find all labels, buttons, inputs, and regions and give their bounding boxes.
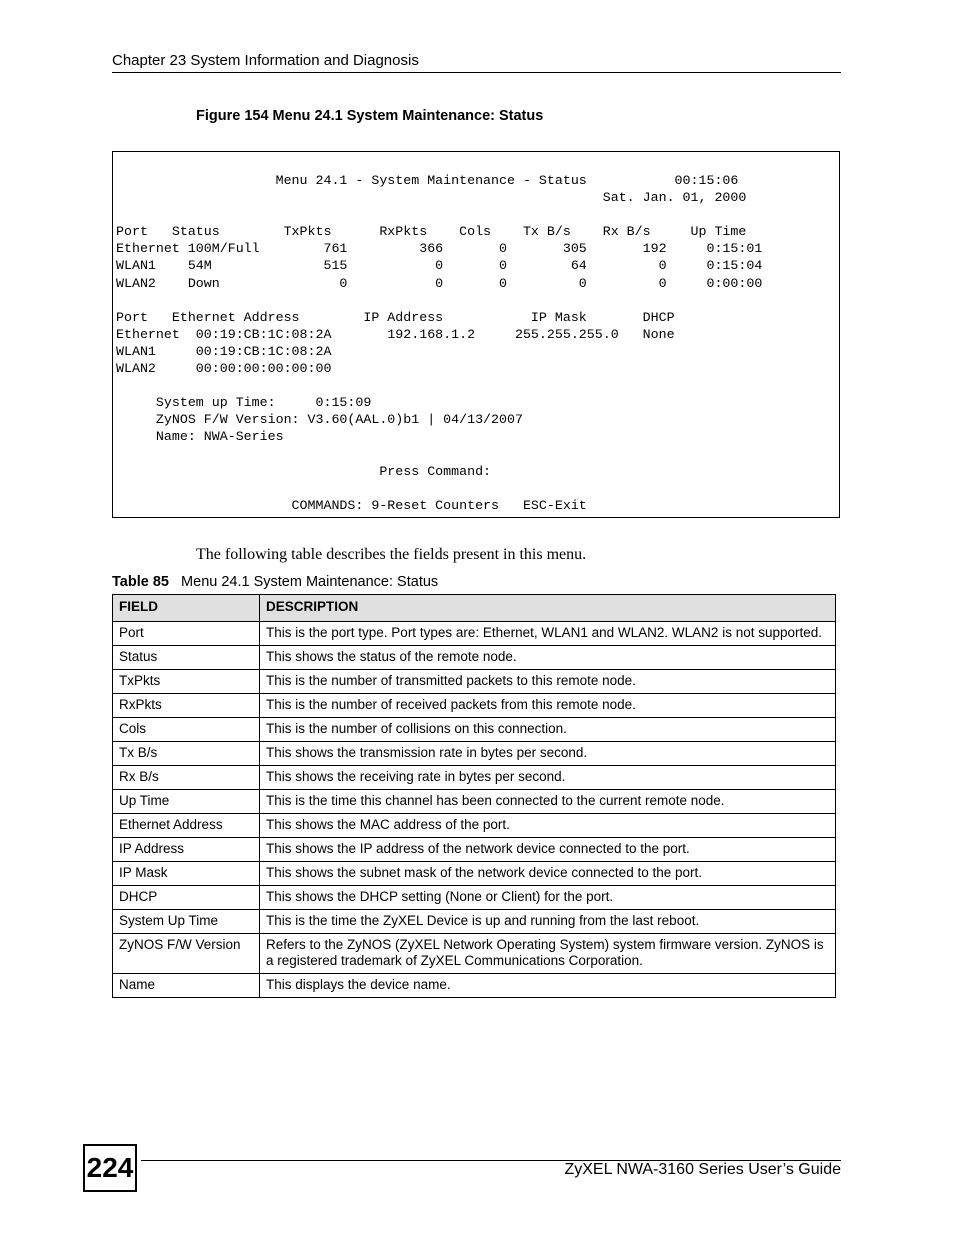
terminal-line: COMMANDS: 9-Reset Counters ESC-Exit [116,497,587,513]
description-cell: This shows the transmission rate in bytes per second. [260,742,836,766]
table-caption-text: Menu 24.1 System Maintenance: Status [181,574,439,590]
table-row [113,934,836,974]
description-column-header: DESCRIPTION [260,595,836,622]
chapter-header: Chapter 23 System Information and Diagnosis [112,52,419,69]
intro-paragraph: The following table describes the fields present in this menu. [196,546,587,563]
table-row [113,862,836,886]
description-cell: This is the time the ZyXEL Device is up and running from the last reboot. [260,910,836,934]
description-cell: This shows the receiving rate in bytes per second. [260,766,836,790]
table-row [113,766,836,790]
description-cell: This is the number of received packets from this remote node. [260,694,836,718]
table-row [113,694,836,718]
terminal-line: WLAN2 00:00:00:00:00:00 [116,361,332,377]
field-column-header: FIELD [113,595,260,622]
description-cell: This shows the status of the remote node. [260,646,836,670]
table-row [113,790,836,814]
terminal-line: Ethernet 100M/Full 761 366 0 305 192 0:15:01 [116,241,763,257]
field-cell: Port [113,622,260,646]
terminal-line: Name: NWA-Series [116,429,284,445]
field-cell: ZyNOS F/W Version [113,934,260,974]
table-row [113,670,836,694]
description-cell: Refers to the ZyNOS (ZyXEL Network Operating System) system firmware version. ZyNOS is a registered trademark of ZyXEL Communications Corporation. [260,934,836,974]
terminal-line: WLAN1 54M 515 0 0 64 0 0:15:04 [116,258,763,274]
description-cell: This displays the device name. [260,974,836,998]
guide-title: ZyXEL NWA-3160 Series User’s Guide [564,1161,841,1178]
field-description-table [112,594,836,998]
table-caption-label: Table 85 [112,574,169,590]
field-cell: Rx B/s [113,766,260,790]
terminal-line: Port Status TxPkts RxPkts Cols Tx B/s Rx B/s Up Time [116,224,747,240]
terminal-screen-text [116,172,762,514]
field-cell: Up Time [113,790,260,814]
terminal-line: ZyNOS F/W Version: V3.60(AAL.0)b1 | 04/13/2007 [116,412,523,428]
page-number: 224 [83,1144,137,1192]
terminal-line: Press Command: [116,463,492,479]
field-cell: RxPkts [113,694,260,718]
terminal-line: System up Time: 0:15:09 [116,395,372,411]
field-cell: Cols [113,718,260,742]
description-cell: This is the port type. Port types are: Ethernet, WLAN1 and WLAN2. WLAN2 is not supported. [260,622,836,646]
field-cell: Status [113,646,260,670]
field-cell: Tx B/s [113,742,260,766]
table-row [113,838,836,862]
figure-caption: Figure 154 Menu 24.1 System Maintenance: Status [196,108,544,124]
table-row [113,646,836,670]
field-cell: TxPkts [113,670,260,694]
terminal-line: WLAN1 00:19:CB:1C:08:2A [116,343,332,359]
description-cell: This is the number of collisions on this connection. [260,718,836,742]
table-row [113,718,836,742]
table-row [113,622,836,646]
table-row [113,814,836,838]
description-cell: This shows the IP address of the network device connected to the port. [260,838,836,862]
table-row [113,886,836,910]
field-cell: IP Address [113,838,260,862]
table-header-row [113,595,836,622]
terminal-line: Port Ethernet Address IP Address IP Mask DHCP [116,309,675,325]
terminal-line: Sat. Jan. 01, 2000 [116,190,747,206]
description-cell: This shows the MAC address of the port. [260,814,836,838]
field-cell: System Up Time [113,910,260,934]
table-row [113,974,836,998]
table-caption [112,574,438,590]
description-cell: This shows the DHCP setting (None or Client) for the port. [260,886,836,910]
terminal-line: Menu 24.1 - System Maintenance - Status 00:15:06 [116,173,739,188]
description-cell: This is the number of transmitted packets to this remote node. [260,670,836,694]
table-row [113,742,836,766]
terminal-line: WLAN2 Down 0 0 0 0 0 0:00:00 [116,275,763,291]
description-cell: This shows the subnet mask of the network device connected to the port. [260,862,836,886]
table-row [113,910,836,934]
terminal-line: Ethernet 00:19:CB:1C:08:2A 192.168.1.2 255.255.255.0 None [116,326,675,342]
field-cell: IP Mask [113,862,260,886]
field-cell: Name [113,974,260,998]
field-cell: Ethernet Address [113,814,260,838]
field-cell: DHCP [113,886,260,910]
header-rule [112,72,841,73]
description-cell: This is the time this channel has been connected to the current remote node. [260,790,836,814]
